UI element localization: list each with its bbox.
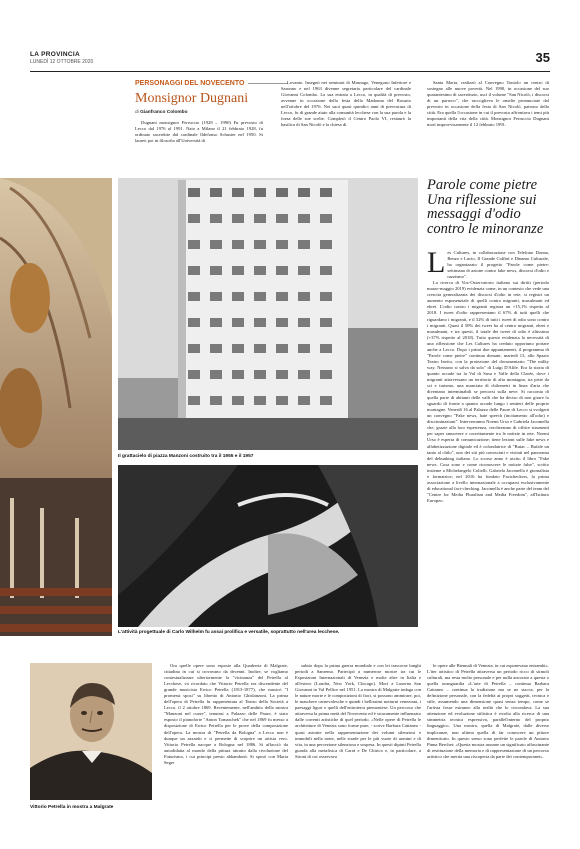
issue-date: LUNEDÌ 12 OTTOBRE 2020: [30, 59, 94, 65]
skyscraper-caption: Il grattacielo di piazza Manzoni costruito tra il 1955 e il 1957: [118, 454, 254, 459]
church-interior-photo: [0, 178, 112, 636]
publication-name: LA PROVINCIA: [30, 51, 80, 58]
feature-text: La ricerca di Vox-Osservatorio italiano sui diritti (periodo marzo-maggio 2019) evidenzia come, in un contesto che vede una crescita generalizzata dei discorsi d'odio in rete, si registri un aumento esponenziale di quelli contro migranti, musulmani ed ebrei. L'odio contro i migranti registra un +15,1% rispetto al 2018. I tweet d'odio rappresentano il 67% di tutti quelli che riguardano i migranti, e il 32% di tutti i tweet di odio sono contro i migranti. Quasi il 50% dei tweet ha al centro migranti, ebrei e musulmani, e tra questi, il totale dei tweet di odio è altissimo (+37% rispetto al 2018). Tutto questo evidenzia la necessità di una riflessione che Les Cultures ha creduto opportuno portare anche a Lecco. Dopo i primi due appuntamenti, il programma di "Parole come pietre" continua domani, martedì 13, allo Spazio Teatro Invito, con la proiezione del documentario "The milky way. Nessuno si salva da solo" di Luigi D'Alife. Era la storia di quanto accade tra la Val di Susa e Valle della Clarée, dove i migranti attraversano un territorio di alta montagna, tra piste da sci e turismo, una manciata di chilometri in linea d'aria che diventano interminabili se percorsi sulla neve. Si racconta di quella parte di abitanti delle valli che ha deciso di non girare lo sguardo di fronte a quanto accade lungo i sentieri delle proprie montagne. Venerdì 16 al Palazzo delle Paure di Lecco si svolgerà un convegno "Fake news, hate speech (incitamento all'odio) e discriminazioni". Interverranno Noemi Urso e Gabriela Jacomella che, grazie alla loro esperienza, cercheranno di offrire strumenti per saper smuovere e correttamente tra le notizie in rete. Noemi Urso è esperta di comunicazione; tiene lezioni sulle fake news e alfabetizzazione digitale ed è cofondatrice di "Butac – Bufale un tanto al chilo", uno dei siti più conosciuti e visitati nel panorama del debunking italiano. Lo scorso anno è uscito il libro "Fake news. Cosa sono e come riconoscere le notizie false", scritto insieme a Michelangelo Coltelli. Gabriela Jacomella è giornalista e formatrice; nel 2016 ha fondato Factcheckers, la prima associazione a livello internazionale a occuparsi esclusivamente di educational fact-checking. Jacomella è anche parte del team del "Centre for Media Pluralism and Media Freedom", all'Istituto Europeo.: [427, 280, 549, 503]
profile-title: Monsignor Dugnani: [135, 91, 249, 106]
profile-kicker: PERSONAGGI DEL NOVECENTO: [135, 80, 288, 87]
exhibition-column-3: le opere alle Biennali di Venezia, in cui esponevano entrambi». L'iter artistico di Petrella attraversa un periodo ricco di stimoli culturali, ma resta molto personale e per nulla ancorato a questa o quella avanguardia «L'arte di Petrella – continua Barbara Cattaneo – continua la tradizione ma se ne stacca, per la definizione personale, con la fedeltà ai propri soggetti, tecnica e stile, assumendo una dimensione quasi senza tempo, come se l'artista fosse estraneo alla realtà che lo circondava. La sua attenzione ed evoluzione stilistica è rivolta alla ricerca di una simmetria tecnica espressiva, parallel'interno del proprio linguaggio». Una mostra, quella di Malgrate, dalle diverse implicanze, non ultima quella di far conoscere un pittore dimenticato. In questo senso sono perfette le parole di Antonio Pinna Berchet: «Questa mostra assume un significato affascinante di restituzione della memoria e di rappresentazione di un percorso artistico che merita una riscoperta da parte dei contemporanei».: [427, 663, 549, 759]
feature-body: [427, 250, 549, 633]
sculpture-caption: L'attività progettuale di Carlo Wilhelm fu assai prolifica e versatile, soprattutto nell'area lecchese.: [118, 630, 340, 635]
profile-byline: di Gianfranco Colombo: [135, 110, 188, 115]
petrella-portrait: [30, 663, 152, 800]
skyscraper-photo: [118, 178, 418, 450]
feature-lead: es Cultures, in collaborazione con Telefono Donna, Renzo e Lucio, Il Grande Colibrì e Dinamo Culturale, ha organizzato il progetto "Parole come pietre: settimana di azione contro fake news, discorsi d'odio e razzismo".: [447, 250, 549, 280]
sculpture-photo: [118, 465, 418, 627]
profile-column-2: Lovanio. Insegnò nei seminari di Masnago, Venegono Inferiore e Saronno e nel 1963 divenne segretario particolare del cardinale Giovanni Colombo. La sua entrata a Lecco, in qualità di prevosto, avvenne in occasione della festa della Madonna del Rosario nell'ottobre del 1976. Nei suoi quasi quindici anni di prevostura di Lecco, fu di grande aiuto alla comunità lecchese con la sua parola e la forza delle sue scelte. Completò il Centro Paolo VI, restaurò la basilica di San Nicolò e la chiesa di: [281, 80, 411, 128]
profile-column-1: Dugnani monsignor Ferruccio (1928 – 1990) Fu prevosto di Lecco dal 1976 al 1991. Nato a Milano il 21 febbraio 1928, fu ordinato sacerdote dal cardinale Ildefonso Schuster nel 1950. Si laureò poi in filosofia all'Università di: [135, 120, 263, 144]
masthead-rule: [30, 71, 550, 72]
page-number: 35: [535, 50, 550, 65]
masthead: [30, 50, 550, 72]
portrait-caption: Vittorio Petrella in mostra a Malgrate: [30, 805, 114, 810]
feature-headline: Parole come pietre Una riflessione sui messaggi d'odio contro le minoranze: [427, 177, 544, 237]
profile-column-3: Santa Marta, realizzò al Convegno Toniolo un centro di sostegno alle nuove povertà. Nel 1990, in occasione del suo quarantesimo di sacerdozio, uscì il volume "San Nicolò, i discorsi di un parroco", che raccoglieva le omelie pronunciate dal prevosto in occasione della festa di San Nicolò, patrono della città. Era quella l'occasione in cui il prevosto affrontava i temi più importanti della vita della città. Monsignor Ferruccio Dugnani morì improvvisamente il 12 febbraio 1991.: [427, 80, 549, 128]
feature-dropcap: L: [427, 250, 446, 279]
exhibition-column-2: subito dopo la prima guerra mondiale e con lei trascorse lunghi periodi a Sanremo. Partecipò a numerose mostre tra cui le Esposizioni Internazionali di Venezia e molte altre in Italia e all'estero (Londra, New York, Chicago). Morì a Luserna San Giovanni in Val Pellice nel 1951. La mostra di Malgrate indaga con le nature morte e le composizioni di fiori, si possono ammirare, poi, le maschere carnevalesche e quindi i bellissimi notturni veneziani, i paesaggi liguri e quelli dell'entroterra piemontese. Un percorso che attraversa la prima metà del Novecento ed è sicuramente influenzato dalle correnti artistiche di quel periodo. «Nelle opere di Petrella le architetture di Venezia sono forme pure, - scrive Barbara Cattaneo - quasi astratte nella rappresentazione dei volumi silenziosi e immobili nella notte, nelle strade per le più vuote di uomini e di vita, in una percezione silenziosa e sospesa. In questi dipinti Petrella guarda alla metafisica di Carrà e De Chirico e, in particolare, a Sironi di cui osservava: [295, 663, 421, 759]
exhibition-column-1: Ora quelle opere sono esposte alla Quadreria di Malgrate, cittadina in cui si trovavano da decenni. Inoltre, se vogliamo contestualizzare ulteriormente la "vicinanza" del Petrella al Lecchese, va ricordato che Vittorio Petrella era discendente del grande musicista Errico Petrella (1813-1877), che musicò "I promessi sposi" su libretto di Antonio Ghislanzoni. La prima dell'opera di Petrella fu rappresentata al Teatro della Società a Lecco, il 2 ottobre 1869. Recentemente, nell'ambito della mostra "Manzoni nel cuore", tenutasi a Palazzo delle Paure, è stato esposto il pianoforte "Anton Tomaschek" che nel 1869 fu messo a disposizione di Errico Petrella per le prove della composizione dell'opera. La mostra di "Petrella da Bologna" a Lecco non è dunque un azzardo e ci permette di scoprire un artista vero. Vittorio Petrella nacque a Bologna nel 1886. Si affacciò da autodidatta al mondo della pittura attratto dalla rivoluzione del Futurismo, i cui principi presto abbandonò. Si sposò con Maria Segre: [164, 663, 288, 765]
